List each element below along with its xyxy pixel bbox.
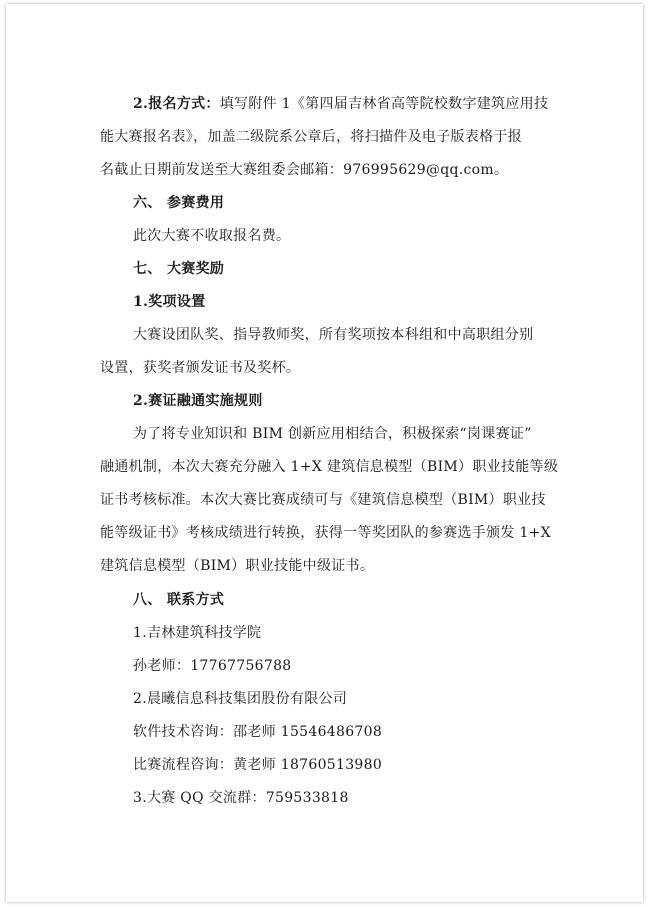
signup-label: 2.报名方式： <box>133 96 220 112</box>
section-7-heading <box>133 259 224 279</box>
section-8-heading <box>133 590 224 610</box>
section-7-title: 大赛奖励 <box>167 261 225 277</box>
certificate-rules-line-3: 证书考核标准。本次大赛比赛成绩可与《建筑信息模型（BIM）职业技 <box>100 492 546 508</box>
signup-text: 填写附件 1《第四届吉林省高等院校数字建筑应用技 <box>219 96 549 112</box>
contact-line: 2.晨曦信息科技集团股份有限公司 <box>133 691 348 707</box>
award-settings-line-2: 设置，获奖者颁发证书及奖杯。 <box>100 360 301 376</box>
signup-line-1 <box>133 94 548 114</box>
contact-line: 比赛流程咨询：黄老师 18760513980 <box>133 757 383 773</box>
section-8-number: 八、 <box>133 592 162 608</box>
certificate-rules-title: 2.赛证融通实施规则 <box>133 393 263 409</box>
section-6-number: 六、 <box>133 195 162 211</box>
signup-line-2: 能大赛报名表》，加盖二级院系公章后，将扫描件及电子版表格于报 <box>100 129 522 145</box>
certificate-rules-line-5: 建筑信息模型（BIM）职业技能中级证书。 <box>100 558 375 574</box>
contact-line: 1.吉林建筑科技学院 <box>133 625 262 641</box>
certificate-rules-line-2: 融通机制，本次大赛充分融入 1+X 建筑信息模型（BIM）职业技能等级 <box>100 459 559 475</box>
section-6-title: 参赛费用 <box>167 195 225 211</box>
award-settings-line-1: 大赛设团队奖、指导教师奖，所有奖项按本科组和中高职组分别 <box>133 327 534 343</box>
section-8-title: 联系方式 <box>167 592 225 608</box>
signup-line-3: 名截止日期前发送至大赛组委会邮箱：976995629@qq.com。 <box>100 162 509 178</box>
section-7-number: 七、 <box>133 261 162 277</box>
contact-line: 3.大赛 QQ 交流群：759533818 <box>133 790 349 806</box>
certificate-rules-line-1: 为了将专业知识和 BIM 创新应用相结合，积极探索“岗课赛证” <box>133 426 532 442</box>
award-settings-title: 1.奖项设置 <box>133 294 206 310</box>
section-6-text: 此次大赛不收取报名费。 <box>133 228 291 244</box>
contact-line: 软件技术咨询：邵老师 15546486708 <box>133 724 383 740</box>
section-6-heading <box>133 193 224 213</box>
certificate-rules-line-4: 能等级证书》考核成绩进行转换，获得一等奖团队的参赛选手颁发 1+X <box>100 525 551 541</box>
contact-line: 孙老师：17767756788 <box>133 658 292 674</box>
